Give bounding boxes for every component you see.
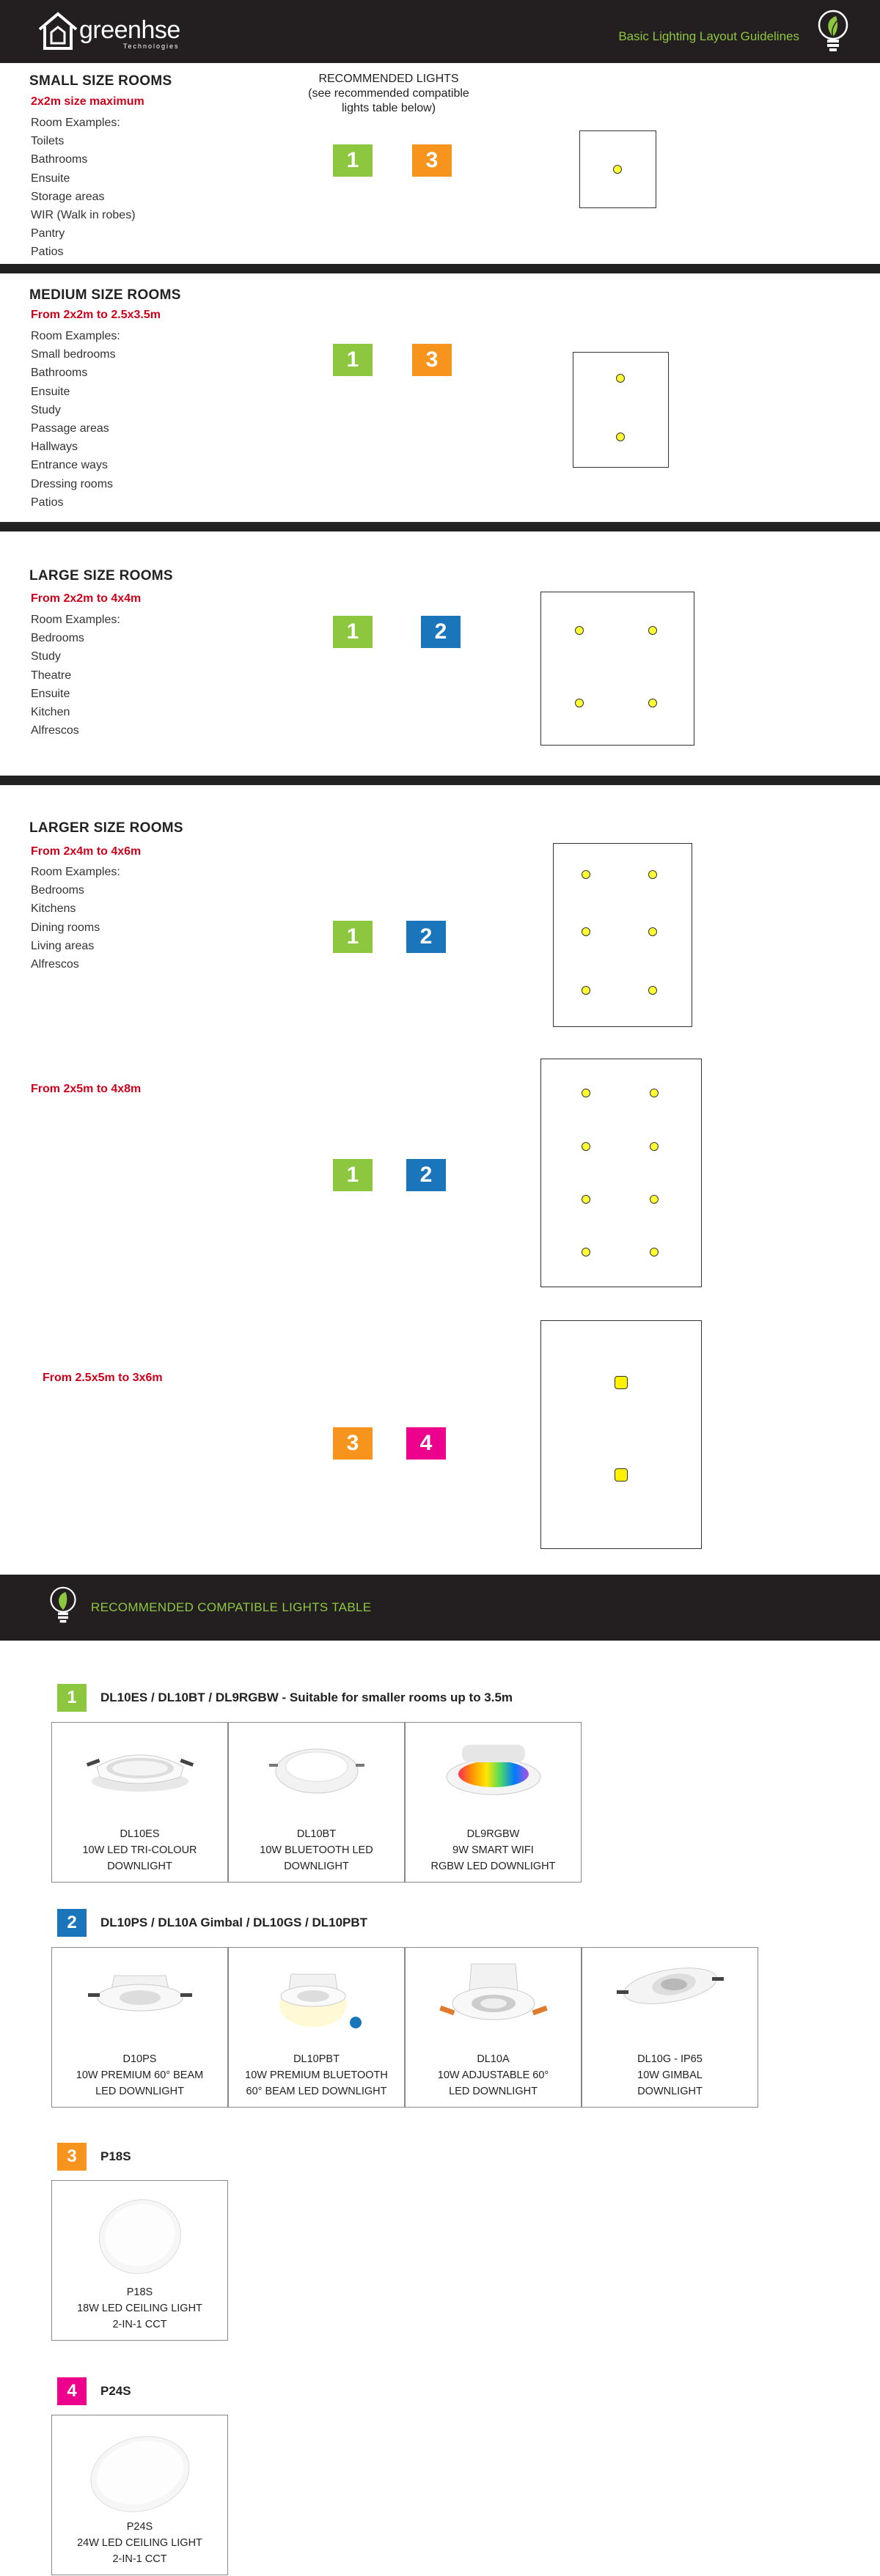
list-item: Bathrooms bbox=[31, 367, 88, 380]
group-badge-2: 2 bbox=[57, 1909, 87, 1937]
list-item: Study bbox=[31, 403, 61, 416]
list-item: Theatre bbox=[31, 669, 72, 682]
list-item: Dressing rooms bbox=[31, 477, 114, 490]
list-item: Living areas bbox=[31, 939, 95, 952]
small-rooms-list bbox=[31, 114, 136, 262]
group-title-4: P24S bbox=[100, 2384, 131, 2398]
light-point bbox=[582, 1248, 590, 1256]
list-item: Room Examples: bbox=[31, 117, 120, 129]
downlight-icon bbox=[85, 1961, 195, 2027]
product-card-dl10a bbox=[405, 1947, 582, 2108]
light-badge-3: 3 bbox=[412, 344, 452, 376]
gimbal-downlight-icon bbox=[615, 1961, 725, 2020]
room-diagram-medium bbox=[573, 352, 669, 468]
logo-subtitle: Technologies bbox=[123, 43, 180, 50]
product-caption: DL10PBT 10W PREMIUM BLUETOOTH 60° BEAM LED DOWNLIGHT bbox=[245, 2053, 388, 2097]
light-badge-4: 4 bbox=[406, 1427, 446, 1460]
light-point bbox=[582, 927, 590, 936]
product-caption: DL10BT 10W BLUETOOTH LED DOWNLIGHT bbox=[260, 1828, 373, 1872]
recommended-lights-heading: RECOMMENDED LIGHTS (see recommended compatible lights table below) bbox=[308, 73, 469, 114]
section-divider bbox=[0, 264, 880, 273]
product-caption: D10PS 10W PREMIUM 60° BEAM LED DOWNLIGHT bbox=[76, 2053, 204, 2097]
list-item: Pantry bbox=[31, 227, 65, 240]
light-point bbox=[648, 626, 657, 635]
list-item: Dining rooms bbox=[31, 921, 100, 934]
ceiling-light-icon bbox=[85, 2429, 195, 2517]
list-item: WIR (Walk in robes) bbox=[31, 209, 136, 222]
list-item: Passage areas bbox=[31, 422, 109, 435]
light-badge-2: 2 bbox=[406, 1159, 446, 1191]
group-title-2: DL10PS / DL10A Gimbal / DL10GS / DL10PBT bbox=[100, 1916, 368, 1929]
group-badge-3: 3 bbox=[57, 2143, 87, 2171]
house-logo-icon bbox=[37, 10, 79, 51]
large-rooms-title: LARGE SIZE ROOMS bbox=[29, 568, 173, 584]
light-point bbox=[582, 1089, 590, 1097]
list-item: Alfrescos bbox=[31, 724, 79, 737]
downlight-icon bbox=[85, 1736, 195, 1802]
medium-rooms-title: MEDIUM SIZE ROOMS bbox=[29, 287, 181, 303]
light-badge-1: 1 bbox=[333, 1159, 373, 1191]
product-card-dl10pbt bbox=[228, 1947, 405, 2108]
light-badge-1: 1 bbox=[333, 144, 373, 177]
list-item: Hallways bbox=[31, 441, 78, 454]
downlight-icon bbox=[269, 1736, 364, 1802]
list-item: Bedrooms bbox=[31, 884, 84, 897]
medium-rooms-list bbox=[31, 327, 120, 512]
larger-rooms-size-3: From 2.5x5m to 3x6m bbox=[43, 1372, 163, 1384]
list-item: Room Examples: bbox=[31, 866, 120, 878]
list-item: Bathrooms bbox=[31, 153, 88, 166]
ceiling-light-point bbox=[615, 1468, 628, 1482]
product-caption: DL10A 10W ADJUSTABLE 60° LED DOWNLIGHT bbox=[437, 2053, 549, 2097]
list-item: Storage areas bbox=[31, 190, 105, 203]
larger-rooms-list bbox=[31, 863, 120, 974]
light-point bbox=[575, 626, 584, 635]
list-item: Kitchen bbox=[31, 706, 70, 719]
ceiling-light-icon bbox=[92, 2194, 188, 2275]
light-badge-1: 1 bbox=[333, 616, 373, 648]
list-item: Patios bbox=[31, 246, 64, 259]
light-badge-3: 3 bbox=[412, 144, 452, 177]
product-card-p24s bbox=[51, 2415, 228, 2575]
larger-rooms-title: LARGER SIZE ROOMS bbox=[29, 820, 183, 836]
light-point bbox=[648, 927, 657, 936]
light-point bbox=[650, 1195, 659, 1204]
product-card-d10ps bbox=[51, 1947, 228, 2108]
group-title-3: P18S bbox=[100, 2149, 131, 2163]
list-item: Bedrooms bbox=[31, 632, 84, 645]
product-card-dl10g bbox=[582, 1947, 758, 2108]
medium-rooms-size: From 2x2m to 2.5x3.5m bbox=[31, 309, 161, 321]
small-rooms-size: 2x2m size maximum bbox=[31, 95, 144, 108]
light-point bbox=[648, 986, 657, 995]
light-point bbox=[650, 1089, 659, 1097]
lights-table-header bbox=[0, 1575, 880, 1641]
light-point bbox=[582, 870, 590, 879]
list-item: Entrance ways bbox=[31, 459, 108, 472]
logo-text: greenhse bbox=[79, 16, 180, 44]
section-divider bbox=[0, 776, 880, 785]
product-caption: DL10G - IP65 10W GIMBAL DOWNLIGHT bbox=[637, 2053, 703, 2097]
light-badge-1: 1 bbox=[333, 921, 373, 953]
light-point bbox=[582, 1195, 590, 1204]
group-badge-1: 1 bbox=[57, 1684, 87, 1712]
list-item: Alfrescos bbox=[31, 958, 79, 971]
list-item: Room Examples: bbox=[31, 614, 120, 626]
product-caption: P18S 18W LED CEILING LIGHT 2-IN-1 CCT bbox=[77, 2286, 202, 2330]
list-item: Ensuite bbox=[31, 385, 70, 398]
light-badge-1: 1 bbox=[333, 344, 373, 376]
page-header bbox=[0, 0, 880, 63]
product-card-dl10es bbox=[51, 1722, 228, 1883]
list-item: Patios bbox=[31, 496, 64, 509]
light-point bbox=[613, 165, 622, 174]
small-rooms-title: SMALL SIZE ROOMS bbox=[29, 73, 172, 89]
light-point bbox=[575, 699, 584, 707]
light-point bbox=[648, 870, 657, 879]
list-item: Ensuite bbox=[31, 172, 70, 185]
product-card-p18s bbox=[51, 2180, 228, 2341]
light-point bbox=[616, 374, 625, 383]
list-item: Small bedrooms bbox=[31, 348, 116, 361]
bluetooth-downlight-icon bbox=[262, 1961, 372, 2034]
product-card-dl9rgbw bbox=[405, 1722, 582, 1883]
light-point bbox=[648, 699, 657, 707]
light-badge-2: 2 bbox=[406, 921, 446, 953]
product-caption: P24S 24W LED CEILING LIGHT 2-IN-1 CCT bbox=[77, 2521, 202, 2565]
group-title-1: DL10ES / DL10BT / DL9RGBW - Suitable for smaller rooms up to 3.5m bbox=[100, 1690, 513, 1704]
list-item: Ensuite bbox=[31, 687, 70, 700]
room-diagram-small bbox=[579, 130, 656, 208]
light-point bbox=[616, 433, 625, 441]
light-badge-3: 3 bbox=[333, 1427, 373, 1460]
list-item: Study bbox=[31, 650, 61, 663]
large-rooms-size: From 2x2m to 4x4m bbox=[31, 592, 142, 605]
ceiling-light-point bbox=[615, 1376, 628, 1389]
section-divider bbox=[0, 522, 880, 531]
larger-rooms-size: From 2x4m to 4x6m bbox=[31, 845, 142, 858]
product-card-dl10bt bbox=[228, 1722, 405, 1883]
rgb-downlight-icon bbox=[439, 1736, 549, 1806]
room-diagram-larger-2 bbox=[540, 1059, 702, 1287]
lights-table-title: RECOMMENDED COMPATIBLE LIGHTS TABLE bbox=[91, 1600, 372, 1614]
light-point bbox=[650, 1142, 659, 1151]
list-item: Room Examples: bbox=[31, 330, 120, 342]
light-point bbox=[582, 1142, 590, 1151]
product-caption: DL10ES 10W LED TRI-COLOUR DOWNLIGHT bbox=[82, 1828, 197, 1872]
adjustable-downlight-icon bbox=[439, 1961, 549, 2031]
room-diagram-larger-1 bbox=[553, 843, 692, 1027]
light-point bbox=[582, 986, 590, 995]
bulb-leaf-icon bbox=[48, 1583, 78, 1627]
light-badge-2: 2 bbox=[421, 616, 461, 648]
bulb-leaf-icon bbox=[816, 7, 850, 56]
group-badge-4: 4 bbox=[57, 2377, 87, 2405]
list-item: Toilets bbox=[31, 135, 65, 148]
list-item: Kitchens bbox=[31, 902, 76, 916]
product-caption: DL9RGBW 9W SMART WIFI RGBW LED DOWNLIGHT bbox=[430, 1828, 556, 1872]
large-rooms-list bbox=[31, 611, 120, 740]
larger-rooms-size-2: From 2x5m to 4x8m bbox=[31, 1083, 142, 1095]
page-title: Basic Lighting Layout Guidelines bbox=[618, 29, 799, 43]
light-point bbox=[650, 1248, 659, 1256]
room-diagram-large bbox=[540, 592, 694, 746]
room-diagram-larger-3 bbox=[540, 1320, 702, 1549]
